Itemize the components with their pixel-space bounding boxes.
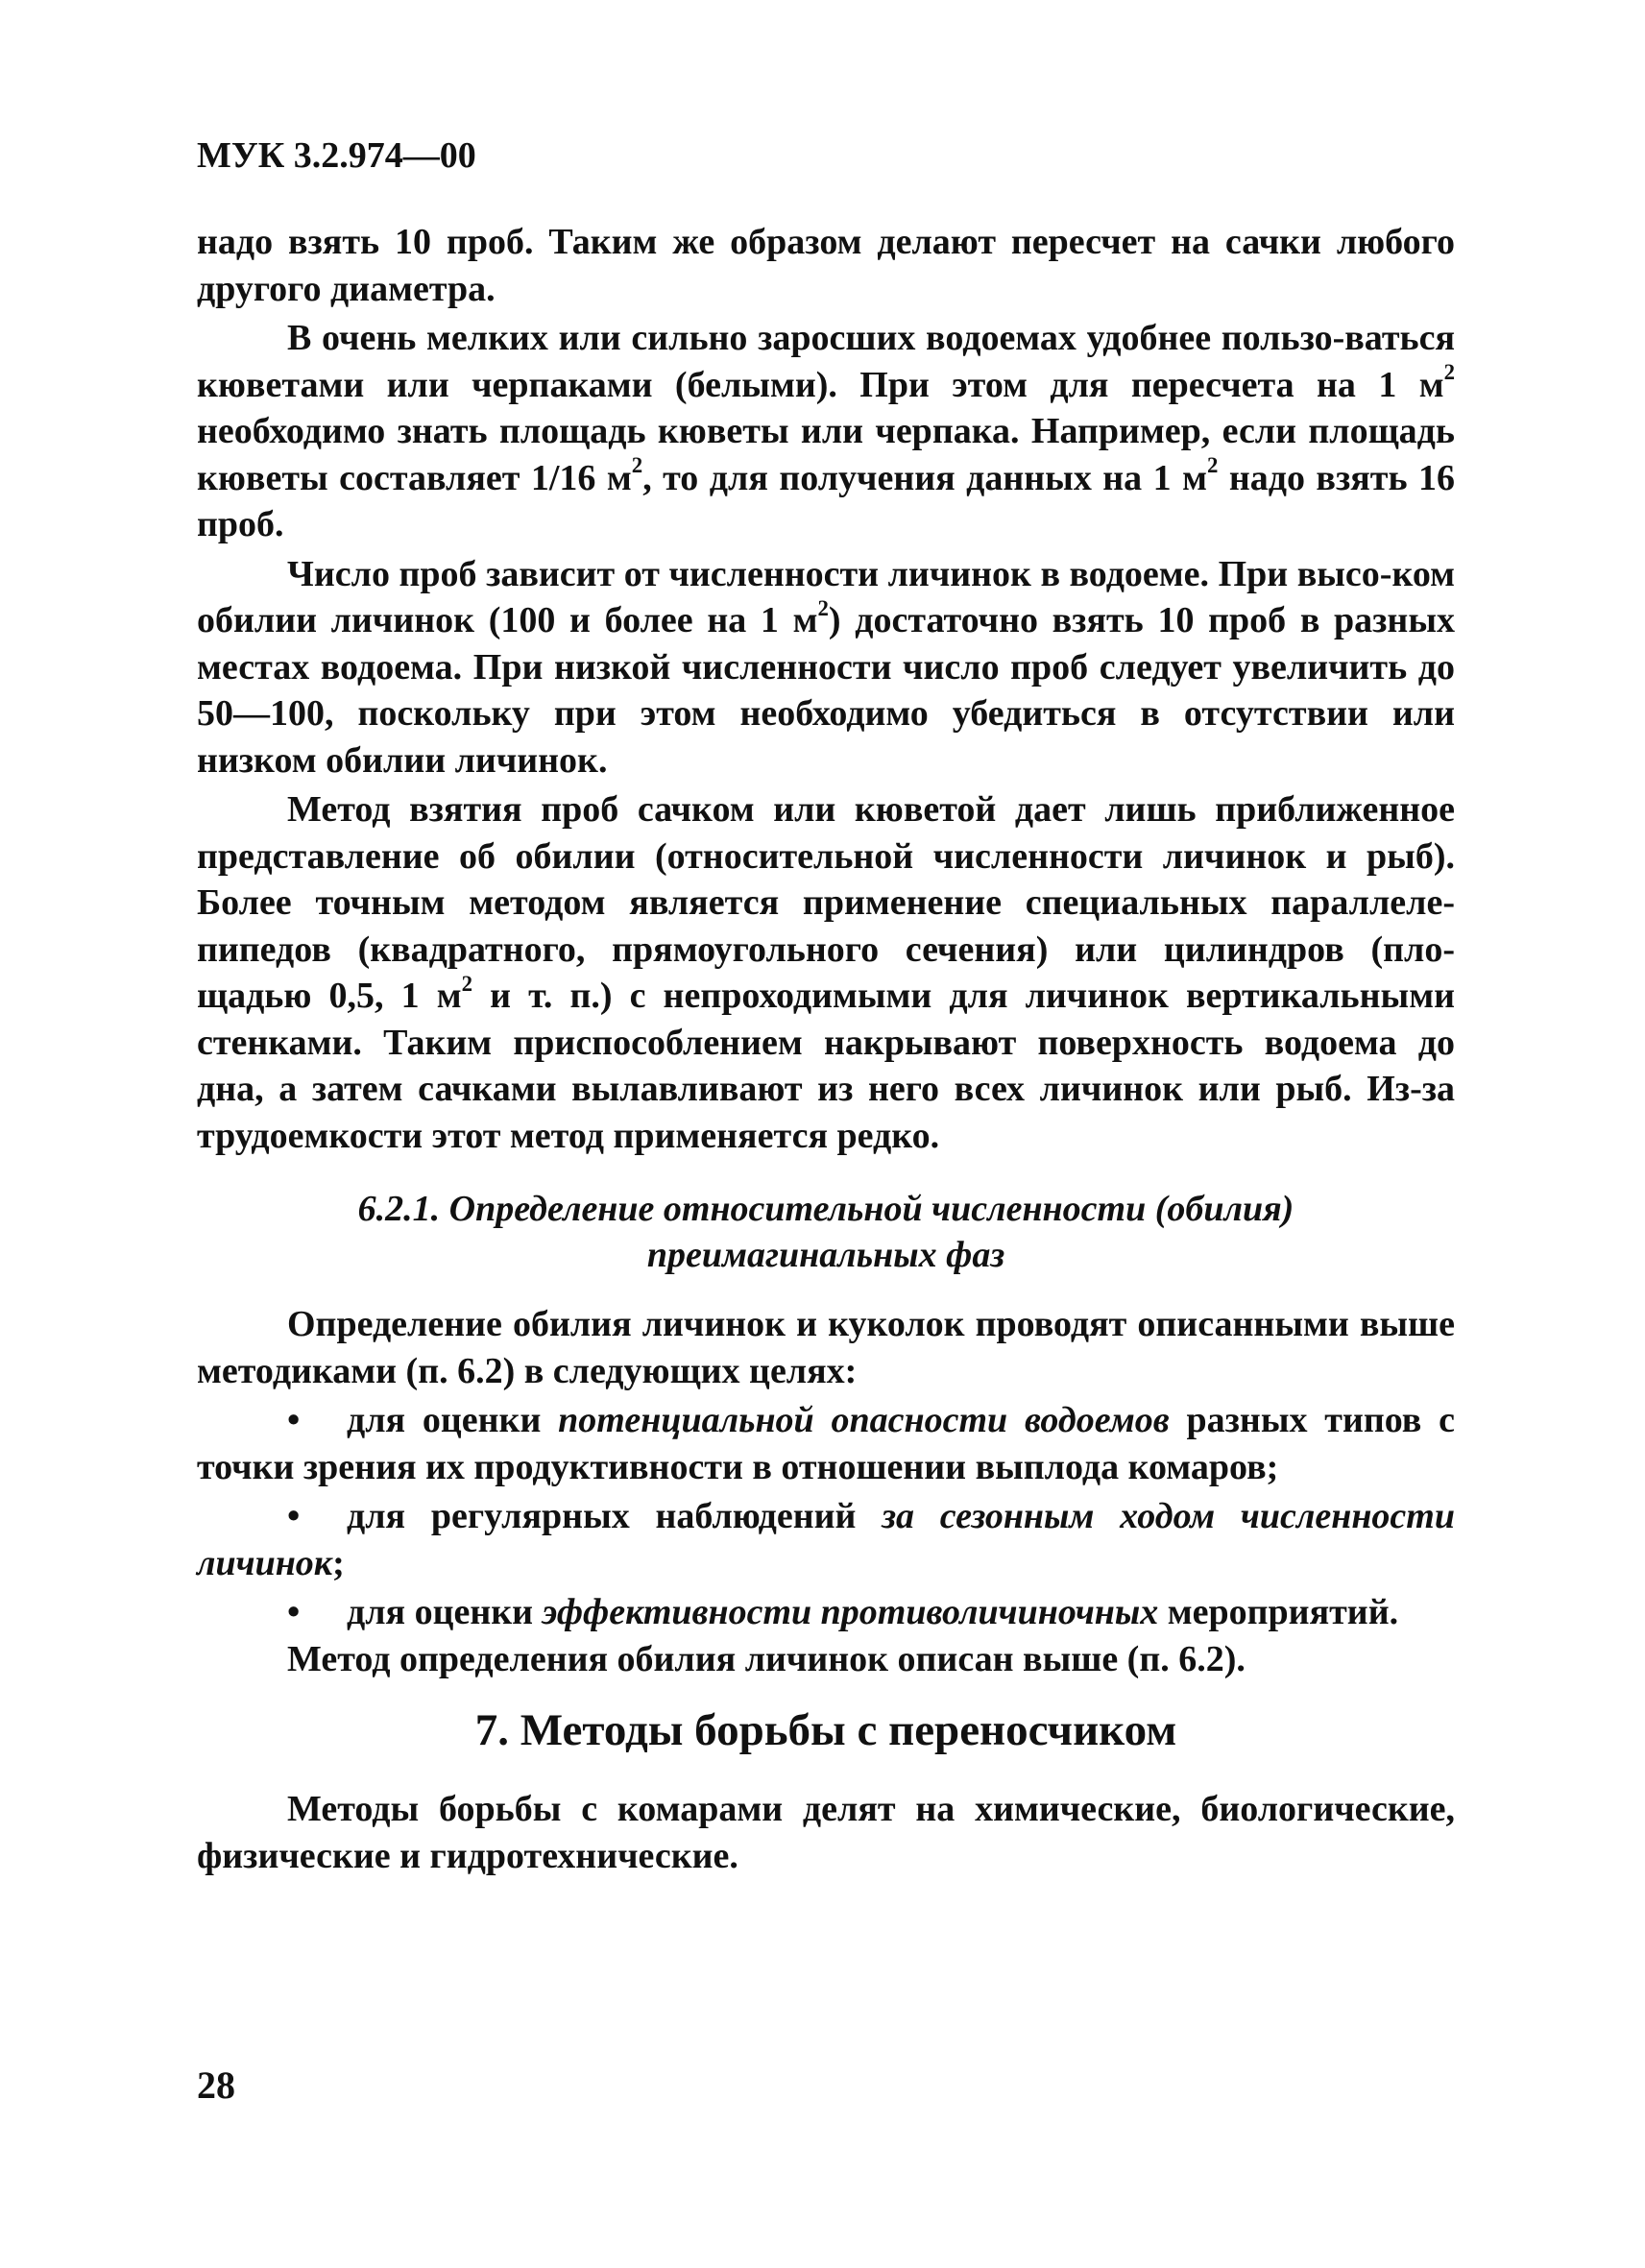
subsection-heading-line-1: 6.2.1. Определение относительной численности (обилия) — [357, 1189, 1294, 1229]
paragraph-6: Метод определения обилия личинок описан выше (п. 6.2). — [287, 1638, 1246, 1679]
bullet-item-2: • для регулярных наблюдений за сезонным ходом численности личинок; — [197, 1493, 1455, 1586]
bullet-icon: • — [287, 1496, 301, 1536]
section-title: 7. Методы борьбы с переносчиком — [474, 1705, 1177, 1755]
paragraph-2: В очень мелких или сильно заросших водоемах удобнее пользо-ваться кюветами или черпаками (белыми). При этом для пересчета на 1 $м^2$ необходимо знать площадь кюветы или черпака. Например, если площадь кюветы составляет 1/16 $м^2$, то для получения данных на 1 $м^2$ надо взять 16 проб. — [197, 318, 1455, 544]
bullet-icon: • — [287, 1400, 301, 1440]
paragraph-3: Число проб зависит от численности личинок в водоеме. При высо-ком обилии личинок (100 и более на 1 $м^2$) достаточно взять 10 проб в разных местах водоема. При низкой численности число проб следует увеличить до 50—100, поскольку при этом необходимо убедиться в отсутствии или низком обилии личинок. — [197, 553, 1455, 781]
document-header: МУК 3.2.974—00 — [197, 135, 476, 176]
page-number: 28 — [197, 2063, 235, 2107]
paragraph-4: Метод взятия проб сачком или кюветой дает лишь приближенное представление об обилии (относительной численности личинок и рыб). Более точным методом является применение специальных параллеле-пипедов (квадратного, прямоугольного сечения) или цилиндров (пло-щадью 0,5, 1 $м^2$ и т. п.) с непроходимыми для личинок вертикальными стенками. Таким приспособлением накрывают поверхность водоема до дна, а затем сачками вылавливают из него всех личинок или рыб. Из-за трудоемкости этот метод применяется редко. — [197, 789, 1455, 1156]
bullet-icon: • — [287, 1592, 301, 1632]
paragraph-1: надо взять 10 проб. Таким же образом делают пересчет на сачки любого другого диаметра. — [197, 222, 1455, 309]
subsection-heading — [197, 1186, 1455, 1278]
bullet-item-1: • для оценки потенциальной опасности водоемов разных типов с точки зрения их продуктивности в отношении выплода комаров; — [197, 1397, 1455, 1490]
paragraph-5: Определение обилия личинок и куколок проводят описанными выше методиками (п. 6.2) в следующих целях: — [197, 1304, 1455, 1391]
paragraph-7: Методы борьбы с комарами делят на химические, биологические, физические и гидротехнические. — [197, 1789, 1455, 1876]
page-content — [197, 219, 1455, 1879]
bullet-item-3: • для оценки эффективности противоличиночных мероприятий. — [197, 1589, 1455, 1636]
subsection-heading-line-2: преимагинальных фаз — [646, 1235, 1005, 1275]
